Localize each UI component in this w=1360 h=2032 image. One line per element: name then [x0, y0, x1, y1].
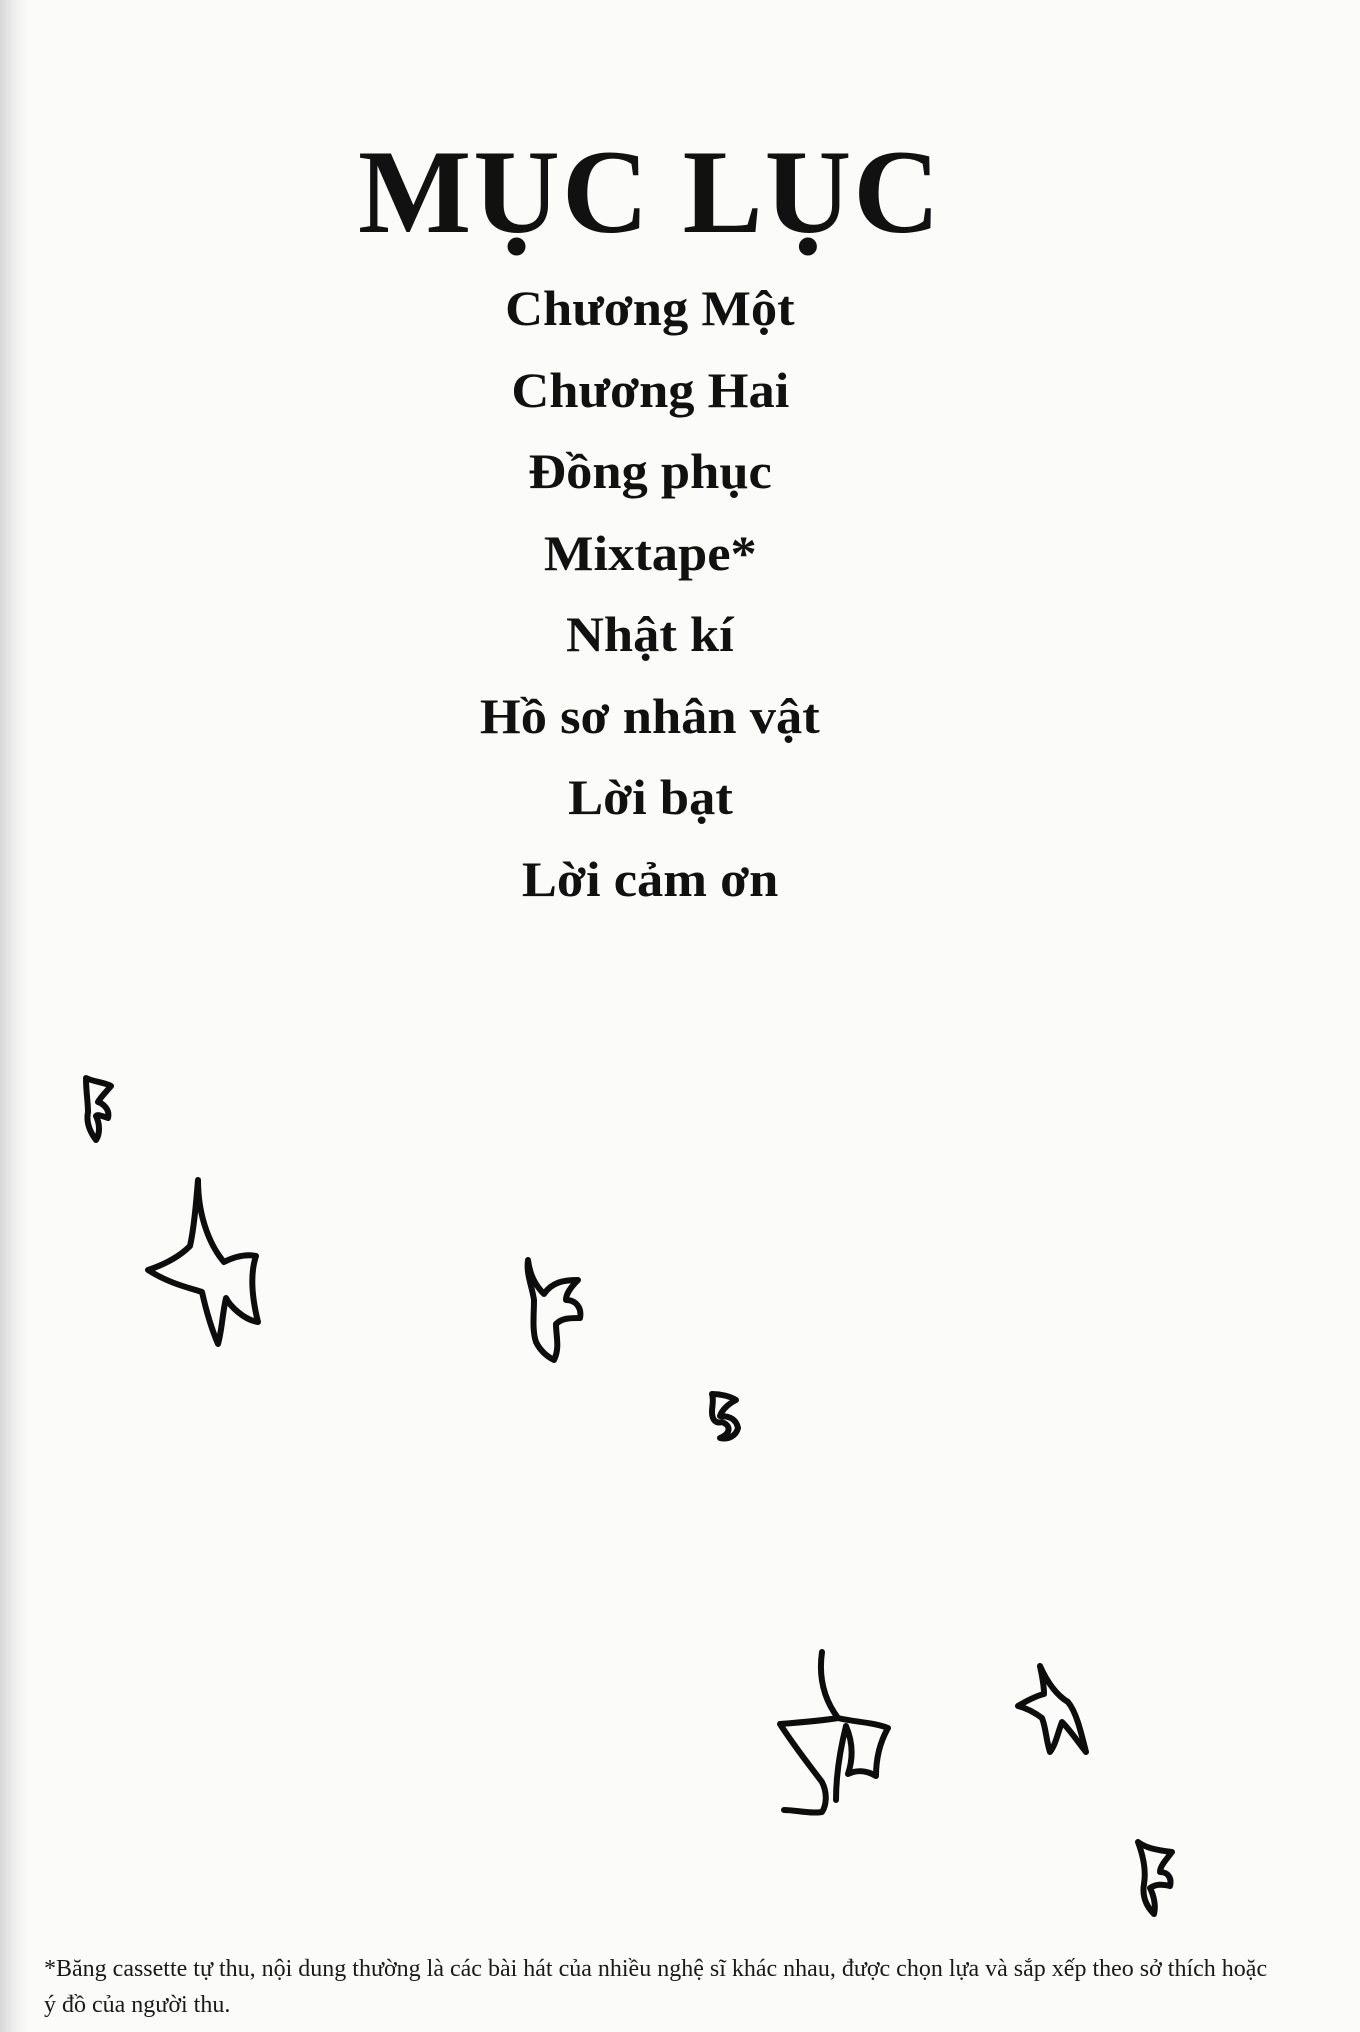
toc-entry: Mixtape* — [543, 524, 757, 581]
maple-leaf-doodle-icon — [712, 1394, 738, 1439]
maple-leaf-doodle-icon — [86, 1078, 111, 1140]
toc-entry: Lời cảm ơn — [521, 850, 779, 907]
toc-entry: Chương Hai — [511, 361, 789, 418]
maple-leaf-doodle-icon — [528, 1260, 581, 1360]
page-title: MỤC LỤC — [358, 125, 942, 259]
maple-leaf-doodle-icon — [1018, 1666, 1086, 1752]
toc-entry: Chương Một — [505, 280, 795, 336]
toc-entry: Nhật kí — [566, 606, 734, 662]
maple-leaf-doodle-icon — [780, 1652, 888, 1813]
toc-entry: Lời bạt — [567, 769, 733, 825]
footnote: *Băng cassette tự thu, nội dung thường là các bài hát của nhiều nghệ sĩ khác nhau, được chọn lựa và sắp xếp theo sở thích hoặc ý đồ của người thu. — [44, 1956, 1268, 2018]
maple-leaf-doodle-icon — [1138, 1842, 1172, 1914]
maple-leaf-doodle-icon — [148, 1180, 258, 1344]
toc-entry: Hồ sơ nhân vật — [480, 687, 820, 744]
toc-entry: Đồng phục — [528, 443, 772, 499]
